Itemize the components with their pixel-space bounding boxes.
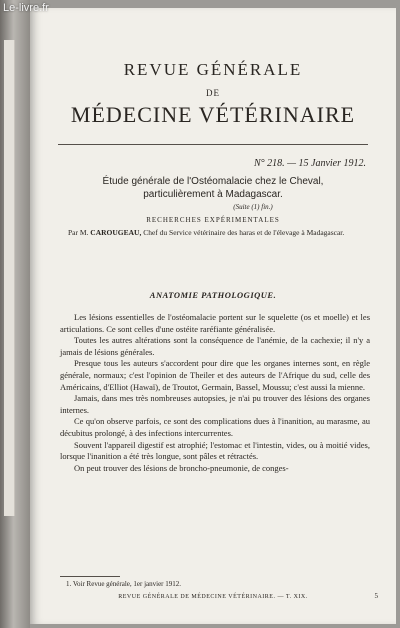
footnote-rule — [60, 576, 120, 577]
article-title-line1: Étude générale de l'Ostéomalacie chez le Cheval, — [102, 176, 324, 187]
paragraph: Ce qu'on observe parfois, ce sont des complications dues à l'inanition, au marasme, au décubitus prolongé, à des infections intercurrentes. — [60, 416, 370, 438]
paragraph: On peut trouver des lésions de broncho-pneumonie, de conges- — [74, 462, 289, 473]
journal-title-line1: REVUE GÉNÉRALE — [123, 60, 303, 79]
article-author — [68, 228, 368, 237]
author-role: Chef du Service vétérinaire des haras et de l'élevage à Madagascar. — [143, 228, 345, 237]
header-rule — [58, 144, 368, 145]
paragraph: Jamais, dans mes très nombreuses autopsies, je n'ai pu trouver des lésions des organes internes. — [60, 393, 370, 415]
journal-title-de: DE — [206, 88, 220, 98]
article-title-line2: particulièrement à Madagascar. — [143, 189, 283, 200]
journal-title-line2: MÉDECINE VÉTÉRINAIRE — [70, 102, 356, 127]
article-subtitle: RECHERCHES EXPÉRIMENTALES — [146, 216, 280, 224]
paragraph: Les lésions essentielles de l'ostéomalacie portent sur le squelette (os et moelle) et les articulations. Ce sont celles d'une ostéite raréfiante généralisée. — [60, 312, 370, 334]
paragraph: Toutes les autres altérations sont la conséquence de l'anémie, de la cachexie; il n'y a jamais de lésions générales. — [60, 335, 370, 357]
watermark: Le-livre.fr — [3, 2, 49, 14]
page-number: 5 — [374, 592, 378, 600]
paragraph: Souvent l'appareil digestif est atrophié; l'estomac et l'intestin, vides, ou à moitié vides, lorsque l'inanition a été très longue, sont pâles et rétractés. — [60, 439, 370, 462]
previous-page-edge — [4, 40, 15, 516]
journal-page — [30, 8, 396, 624]
author-prefix: Par M. — [68, 228, 89, 237]
article-continuation: (Suite (1) fin.) — [233, 203, 273, 211]
body-text — [60, 312, 370, 474]
running-footer: REVUE GÉNÉRALE DE MÉDECINE VÉTÉRINAIRE. — T. XIX. — [118, 594, 308, 600]
issue-number: N° 218. — 15 Janvier 1912. — [253, 158, 366, 169]
author-name: CAROUGEAU, — [90, 228, 142, 237]
paragraph: Presque tous les auteurs s'accordent pour dire que les organes internes sont, en règle générale, normaux; c'est l'opinion de Theiler et des auteurs de l'Afrique du sud, celle des Américains, d'Elliot (Hawaï), de Troutot, Germain, Bassel, Moussu; c'est aussi la mienne. — [60, 358, 370, 392]
footnote: 1. Voir Revue générale, 1er janvier 1912. — [66, 580, 182, 588]
section-title: ANATOMIE PATHOLOGIQUE. — [149, 290, 277, 300]
